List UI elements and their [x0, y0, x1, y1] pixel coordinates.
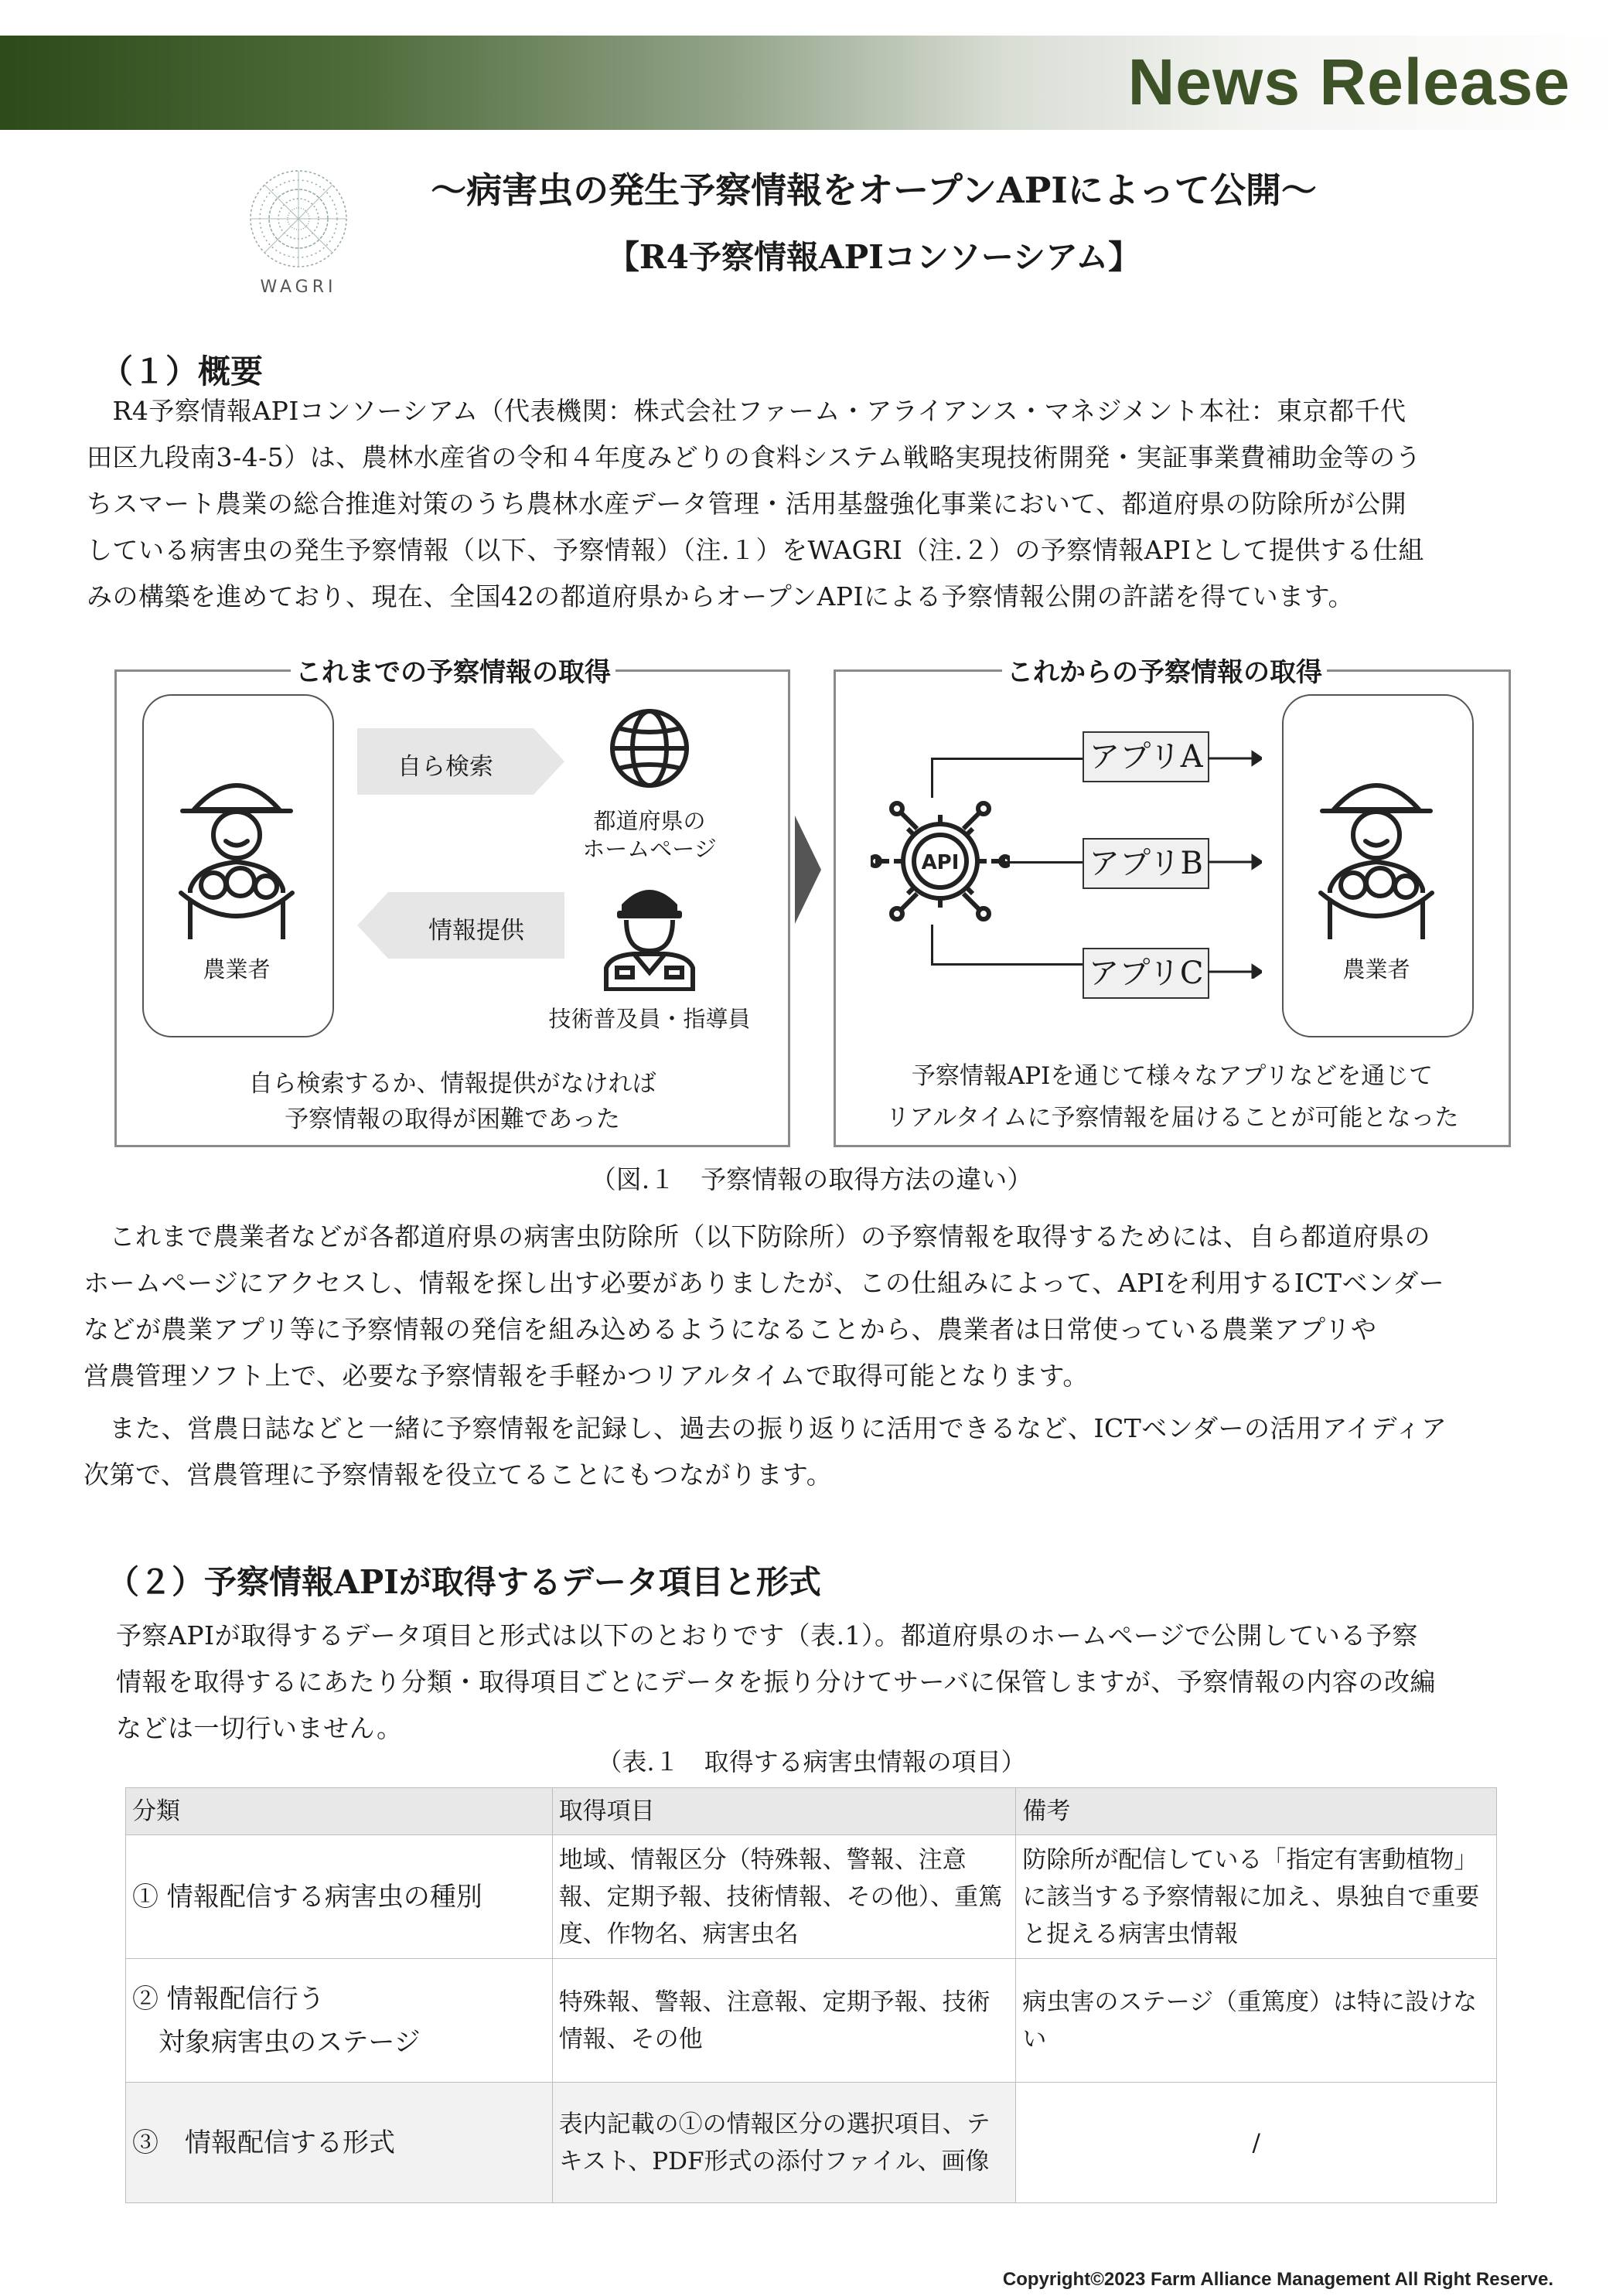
transition-chevron-icon [795, 816, 821, 924]
table-header-cell: 分類 [126, 1788, 553, 1835]
section1-heading: （１）概要 [101, 353, 264, 390]
api-gear-icon [871, 792, 1010, 931]
table-cell: 病虫害のステージ（重篤度）は特に設けない [1016, 1959, 1497, 2083]
text-line: ホームページにアクセスし、情報を探し出す必要がありましたが、この仕組みによって、APIを利用するICTベンダー [84, 1268, 1445, 1298]
data-items-table [125, 1787, 1497, 2203]
api-label: API [921, 851, 960, 874]
farmer-icon [167, 761, 306, 939]
table-cell: ③ 情報配信する形式 [126, 2083, 553, 2203]
section2-body [116, 1613, 1570, 1752]
right-caption-1: 予察情報APIを通じて様々なアプリなどを通じて [911, 1062, 1434, 1090]
text-line: みの構築を進めており、現在、全国42の都道府県からオープンAPIによる予察情報公開の許諾を得ています。 [87, 581, 1354, 611]
connector-line [931, 758, 933, 798]
text-line: 情報を取得するにあたり分類・取得項目ごとにデータを振り分けてサーバに保管しますが、予察情報の内容の改編 [116, 1667, 1436, 1697]
text-line: している病害虫の発生予察情報（以下、予察情報）（注.１）をWAGRI（注.２）の予察情報APIとして提供する仕組 [87, 535, 1424, 565]
staff-icon [600, 875, 699, 991]
table-header-row [126, 1788, 1497, 1835]
body-paragraph-3 [84, 1405, 1568, 1498]
text-line: などは一切行いません。 [116, 1713, 403, 1743]
search-arrow-label: 自ら検索 [397, 753, 493, 781]
text-line: 田区九段南3-4-5）は、農林水産省の令和４年度みどりの食料システム戦略実現技術開発・実証事業費補助金等のう [87, 442, 1421, 472]
connector-line [931, 758, 1084, 760]
left-caption-1: 自ら検索するか、情報提供がなければ [248, 1070, 656, 1098]
table-header-cell: 取得項目 [552, 1788, 1016, 1835]
text-line: R4予察情報APIコンソーシアム（代表機関：株式会社ファーム・アライアンス・マネジメント本社：東京都千代 [87, 396, 1406, 426]
globe-icon [606, 705, 693, 792]
app-b-box: アプリB [1083, 838, 1209, 889]
table-row [126, 1959, 1497, 2083]
text-line: 次第で、営農管理に予察情報を役立てることにもつながります。 [84, 1460, 833, 1490]
banner-label: News Release [1127, 46, 1570, 118]
figure-right-title: これからの予察情報の取得 [1002, 651, 1327, 689]
text-line: ちスマート農業の総合推進対策のうち農林水産データ管理・活用基盤強化事業において、都道府県の防除所が公開 [87, 489, 1407, 519]
table-row [126, 1835, 1497, 1959]
farmer-label-right: 農業者 [1342, 956, 1410, 983]
table-cell: 表内記載の①の情報区分の選択項目、テキスト、PDF形式の添付ファイル、画像 [552, 2083, 1016, 2203]
text-line: また、営農日誌などと一緒に予察情報を記録し、過去の振り返りに活用できるなど、ICTベンダーの活用アイディア [84, 1413, 1447, 1443]
staff-label: 技術普及員・指導員 [548, 1006, 751, 1032]
figure-caption: （図.１ 予察情報の取得方法の違い） [590, 1164, 1033, 1194]
text-line: これまで農業者などが各都道府県の病害虫防除所（以下防除所）の予察情報を取得するためには、自ら都道府県の [84, 1221, 1430, 1252]
app-a-box: アプリA [1083, 731, 1209, 782]
logo-text: WAGRI [260, 278, 337, 297]
wagri-logo [237, 161, 360, 300]
table-cell: 特殊報、警報、注意報、定期予報、技術情報、その他 [552, 1959, 1016, 2083]
text-line: 営農管理ソフト上で、必要な予察情報を手軽かつリアルタイムで取得可能となります。 [84, 1361, 1089, 1391]
connector-line [931, 925, 933, 965]
text-line: などが農業アプリ等に予察情報の発信を組み込めるようになることから、農業者は日常使っている農業アプリや [84, 1314, 1377, 1344]
copyright: Copyright©2023 Farm Alliance Management All Right Reserve. [1002, 2269, 1553, 2290]
table-cell: ① 情報配信する病害虫の種別 [126, 1835, 553, 1959]
cell-line: 対象病害虫のステージ [159, 2026, 421, 2058]
section1-body [87, 388, 1556, 620]
left-caption-2: 予察情報の取得が困難であった [285, 1105, 620, 1133]
text-line: 予察APIが取得するデータ項目と形式は以下のとおりです（表.1）。都道府県のホームページで公開している予察 [116, 1620, 1418, 1650]
table-cell: 防除所が配信している「指定有害動植物」に該当する予察情報に加え、県独自で重要と捉える病害虫情報 [1016, 1835, 1497, 1959]
table-cell: 地域、情報区分（特殊報、警報、注意報、定期予報、技術情報、その他）、重篤度、作物名、病害虫名 [552, 1835, 1016, 1959]
farmer-label-left: 農業者 [203, 956, 271, 983]
right-caption-2: リアルタイムに予察情報を届けることが可能となった [885, 1104, 1459, 1132]
homepage-label-2: ホームページ [582, 836, 717, 862]
cell-line: ② 情報配信行う [132, 1983, 325, 2015]
info-arrow-label: 情報提供 [428, 917, 524, 945]
body-paragraph-2 [84, 1214, 1568, 1399]
table-header-cell: 備考 [1016, 1788, 1497, 1835]
page-subtitle: 【R4予察情報APIコンソーシアム】 [606, 238, 1141, 276]
figure-left-title: これまでの予察情報の取得 [291, 651, 615, 689]
connector-line [1005, 861, 1084, 864]
table-caption: （表.１ 取得する病害虫情報の項目） [597, 1747, 1026, 1777]
app-c-box: アプリC [1083, 948, 1209, 999]
table-cell [126, 1959, 553, 2083]
page-title: ～病害虫の発生予察情報をオープンAPIによって公開～ [431, 169, 1317, 211]
connector-line [931, 963, 1084, 966]
app-to-farmer-arrows [1208, 747, 1262, 979]
table-row [126, 2083, 1497, 2203]
table-cell: / [1016, 2083, 1497, 2203]
wagri-logo-icon [237, 161, 360, 300]
section2-heading: （２）予察情報APIが取得するデータ項目と形式 [107, 1563, 821, 1601]
homepage-label-1: 都道府県の [593, 808, 706, 834]
farmer-icon [1307, 761, 1446, 939]
